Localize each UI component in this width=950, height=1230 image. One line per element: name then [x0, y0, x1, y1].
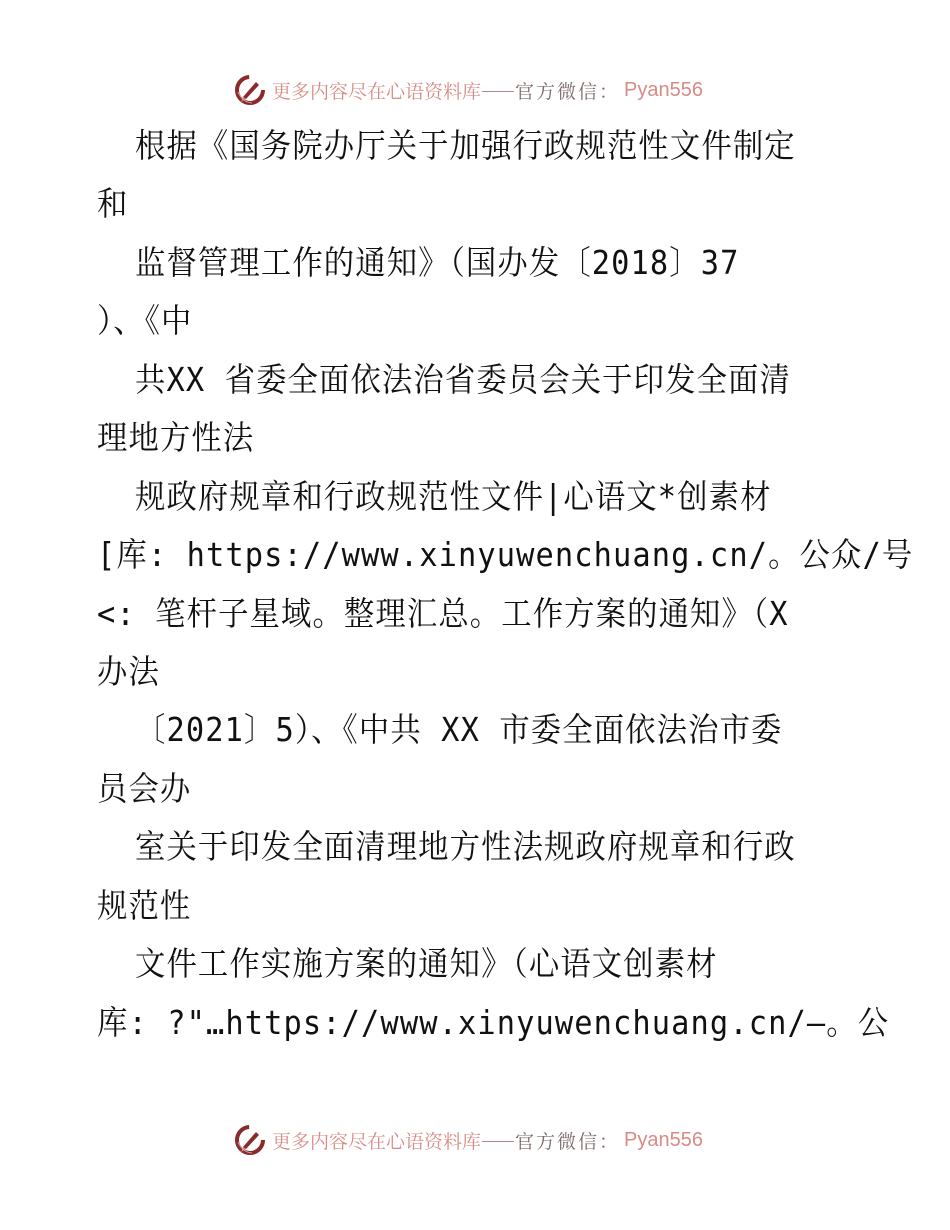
- body-line: 员会办: [97, 769, 192, 808]
- watermark-wechat-id: Pyan556: [624, 1128, 703, 1151]
- watermark-wechat-label: 官方微信：: [515, 80, 621, 103]
- watermark-dash-divider: [482, 91, 514, 92]
- watermark-slogan: 更多内容尽在心语资料库: [272, 80, 482, 103]
- body-line: 室关于印发全面清理地方性法规政府规章和行政: [135, 827, 796, 866]
- watermark-slogan: 更多内容尽在心语资料库: [272, 1130, 482, 1153]
- body-line: 办法: [97, 652, 160, 691]
- body-line: 和: [97, 184, 129, 223]
- body-line: ）、《中: [97, 301, 193, 340]
- body-line: 规范性: [97, 886, 192, 925]
- watermark-dash-divider: [482, 1141, 514, 1142]
- body-line: 规政府规章和行政规范性文件|心语文*创素材: [135, 477, 772, 516]
- body-line: 文件工作实施方案的通知》（心语文创素材: [135, 944, 718, 983]
- body-line: [库: https://www.xinyuwenchuang.cn/。公众/号: [97, 535, 914, 574]
- footer-watermark: [232, 1120, 703, 1160]
- body-line: 〔2021〕5）、《中共 XX 市委全面依法治市委: [135, 710, 783, 749]
- body-line: 根据《国务院办厅关于加强行政规范性文件制定: [135, 126, 796, 165]
- body-line: 理地方性法: [97, 418, 255, 457]
- watermark-wechat-id: Pyan556: [624, 78, 703, 101]
- body-line: 共XX 省委全面依法治省委员会关于印发全面清: [135, 360, 791, 399]
- body-line: 监督管理工作的通知》（国办发〔2018〕37: [135, 243, 740, 282]
- quill-pen-logo-icon: [232, 1122, 268, 1158]
- header-watermark: [232, 70, 703, 110]
- body-line: 库: ?"…https://www.xinyuwenchuang.cn/—。公: [97, 1003, 890, 1042]
- quill-pen-logo-icon: [232, 72, 268, 108]
- body-line: <: 笔杆子星域。整理汇总。工作方案的通知》（X: [97, 594, 789, 633]
- watermark-wechat-label: 官方微信：: [515, 1130, 621, 1153]
